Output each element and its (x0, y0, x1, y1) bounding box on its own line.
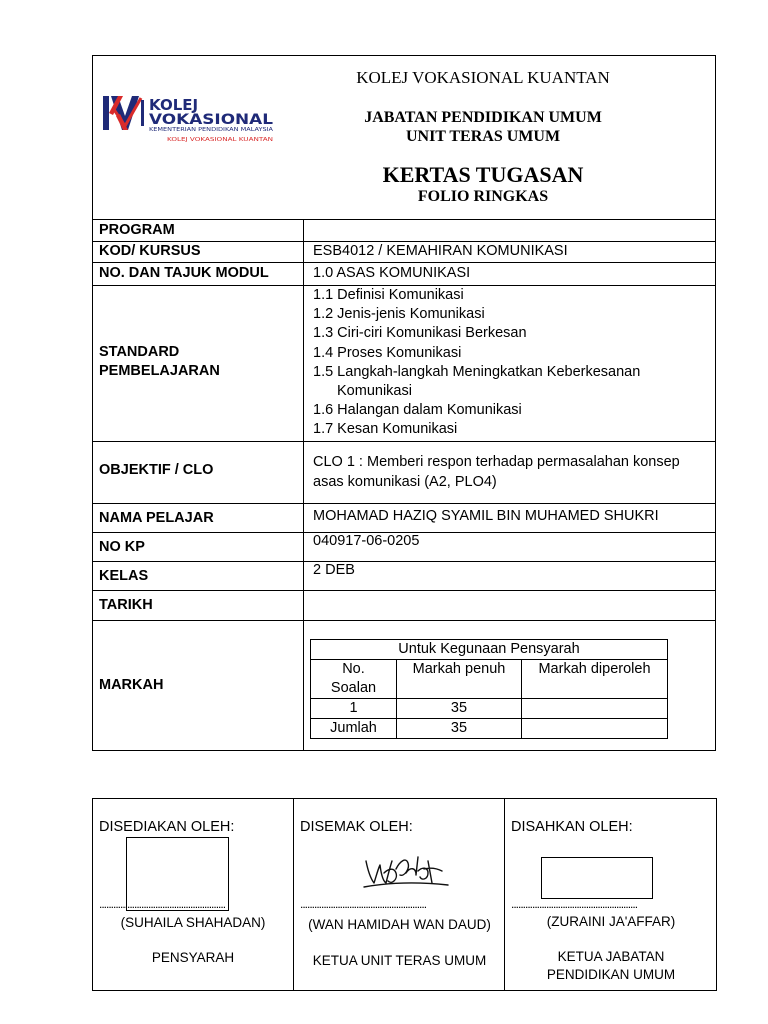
course-label: KOD/ KURSUS (99, 243, 201, 259)
college-name: KOLEJ VOKASIONAL KUANTAN (356, 68, 610, 87)
prepared-by-heading: DISEDIAKAN OLEH: (99, 819, 235, 835)
marks-header-obtained: Markah diperoleh (522, 660, 668, 699)
signature-line: ...................................................... (511, 897, 638, 911)
checked-by-heading: DISEMAK OLEH: (300, 819, 413, 835)
row-divider (93, 620, 715, 621)
standard-item: 1.6 Halangan dalam Komunikasi (313, 402, 522, 419)
column-divider (303, 219, 304, 751)
ic-number-value: 040917-06-0205 (313, 533, 420, 549)
department-head-role (505, 948, 717, 984)
question-number-cell: 1 (311, 699, 397, 719)
checked-by-column (293, 799, 505, 990)
department-name: JABATAN PENDIDIKAN UMUM (364, 109, 602, 126)
class-value: 2 DEB (313, 562, 355, 578)
unit-head-role: KETUA UNIT TERAS UMUM (312, 953, 487, 968)
ic-number-label: NO KP (99, 539, 145, 555)
student-name-value: MOHAMAD HAZIQ SYAMIL BIN MUHAMED SHUKRI (313, 508, 659, 524)
standard-item: 1.2 Jenis-jenis Komunikasi (313, 306, 485, 323)
marks-header-soalan: Soalan (330, 680, 377, 696)
document-title: KERTAS TUGASAN (382, 162, 584, 187)
table-row-total (311, 719, 668, 739)
module-label: NO. DAN TAJUK MODUL (99, 265, 269, 281)
row-divider (93, 441, 715, 442)
date-label: TARIKH (99, 597, 153, 613)
kolej-vokasional-logo (101, 94, 281, 146)
unit-name: UNIT TERAS UMUM (405, 128, 561, 145)
marks-header-full: Markah penuh (397, 660, 522, 699)
marks-table-caption: Untuk Kegunaan Pensyarah (311, 640, 668, 660)
department-head-name: (ZURAINI JA'AFFAR) (546, 914, 676, 929)
row-divider (93, 503, 715, 504)
total-label-cell: Jumlah (311, 719, 397, 739)
row-divider (93, 590, 715, 591)
row-divider (93, 262, 715, 263)
signature-section (92, 798, 717, 991)
signature-line: ...................................................... (99, 897, 226, 911)
approved-by-heading: DISAHKAN OLEH: (511, 819, 633, 835)
full-mark-cell: 35 (397, 699, 522, 719)
lecturer-role: PENSYARAH (151, 950, 235, 965)
standard-item: 1.4 Proses Komunikasi (313, 344, 462, 361)
objective-label: OBJEKTIF / CLO (99, 462, 214, 478)
logo-brand-line2: VOKASIONAL (149, 112, 274, 128)
logo-brand-line1: KOLEJ (149, 96, 199, 114)
department-head-role-line1: KETUA JABATAN (557, 949, 665, 964)
total-full-mark-cell: 35 (397, 719, 522, 739)
standard-item: 1.7 Kesan Komunikasi (313, 421, 458, 438)
total-obtained-mark-cell (522, 719, 668, 739)
marks-header-no: No. (342, 661, 365, 677)
objective-value: CLO 1 : Memberi respon terhadap permasalahan konsep asas komunikasi (A2, PLO4) (313, 454, 680, 490)
redacted-signature-box (541, 857, 653, 899)
module-value: 1.0 ASAS KOMUNIKASI (313, 265, 471, 281)
row-divider (93, 561, 715, 562)
signature-line: ...................................................... (300, 897, 427, 911)
unit-head-name: (WAN HAMIDAH WAN DAUD) (308, 917, 491, 932)
department-block (303, 108, 663, 146)
learning-standard-label-line2: PEMBELAJARAN (99, 363, 220, 379)
form-header (93, 56, 715, 220)
standard-item-continued: Komunikasi (337, 383, 412, 400)
learning-standard-label (99, 343, 220, 381)
standard-item: 1.1 Definisi Komunikasi (313, 287, 464, 303)
standard-item: 1.3 Ciri-ciri Komunikasi Berkesan (313, 325, 527, 342)
approved-by-column (504, 799, 717, 990)
marks-label: MARKAH (99, 677, 164, 693)
program-label: PROGRAM (99, 222, 175, 238)
marks-header-question-no (311, 660, 397, 699)
obtained-mark-cell (522, 699, 668, 719)
handwritten-signature (362, 847, 452, 895)
learning-standard-list (313, 286, 640, 440)
prepared-by-column (93, 799, 293, 990)
logo-campus-text: KOLEJ VOKASIONAL KUANTAN (167, 137, 273, 143)
assignment-cover-form (92, 55, 716, 751)
class-label: KELAS (99, 568, 149, 584)
lecturer-name: (SUHAILA SHAHADAN) (120, 915, 266, 930)
course-value: ESB4012 / KEMAHIRAN KOMUNIKASI (313, 243, 568, 259)
table-row (311, 699, 668, 719)
standard-item: 1.5 Langkah-langkah Meningkatkan Keberkesanan (313, 363, 641, 380)
department-head-role-line2: PENDIDIKAN UMUM (546, 967, 676, 982)
student-name-label: NAMA PELAJAR (99, 510, 214, 526)
learning-standard-label-line1: STANDARD (99, 344, 180, 360)
document-subtitle: FOLIO RINGKAS (417, 188, 549, 205)
marks-table (310, 639, 668, 739)
logo-ministry-text: KEMENTERIAN PENDIDIKAN MALAYSIA (149, 127, 274, 133)
